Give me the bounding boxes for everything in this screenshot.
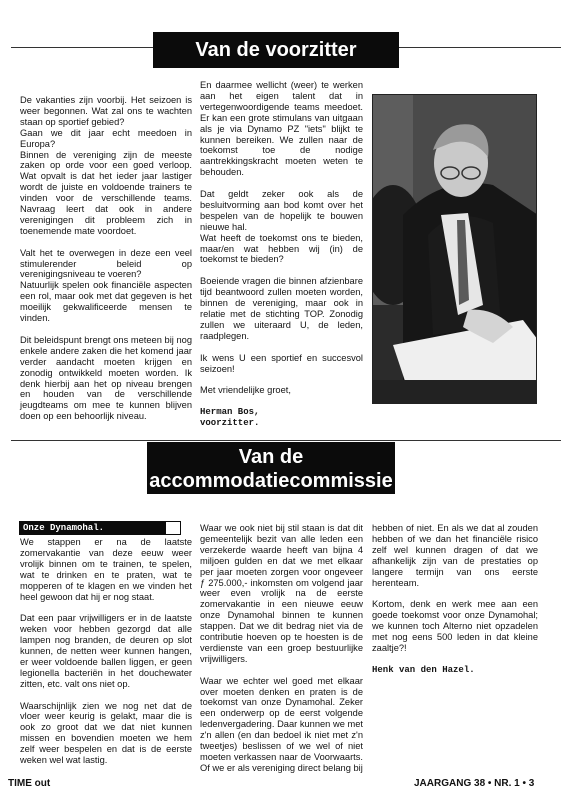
voorzitter-column-2 xyxy=(200,80,363,429)
subheading: Onze Dynamohal. xyxy=(20,522,180,534)
paragraph: Waar we echter wel goed met elkaar over moeten denken en praten is de toekomst van onze Dynamohal. Zeker een onderwerp op de eerst volgende ledenvergadering. Daar kunnen we met z'n allen (en dan bedoel ik niet met z'n tweetjes) beslissen of we wel of niet moeten verkassen naar de Voorwaarts. Of we er als vereniging direct belang bij xyxy=(200,675,363,773)
paragraph: De vakanties zijn voorbij. Het seizoen is weer begonnen. Wat zal ons te wachten staan op sportief gebied? Gaan we dit jaar echt meedoen in Europa? Binnen de vereniging zijn de meeste zaken op orde voor een goed verloop. Wat opvalt is dat het ieder jaar lastiger wordt de juiste en voldoende trainers te vinden voor de verschillende teams. Navraag leert dat ook in andere verenigingen dit probleem zich in toenemende mate voordoet. xyxy=(20,95,192,236)
paragraph: En daarmee wellicht (weer) te werken aan het eigen talent dat in vertegenwoordigende teams meedoet. Er kan een grote stimulans van uitgaan als je via Dynamo PZ "iets" blijkt te kunnen bereiken. We zullen naar de toekomst toe de nodige aantrekkingskracht moeten weten te behouden. xyxy=(200,80,363,178)
signature: Henk van den Hazel. xyxy=(372,664,475,675)
title-line-2: accommodatiecommissie xyxy=(149,470,393,492)
paragraph: Waarschijnlijk zien we nog net dat de vloer weer keurig is gelakt, maar die is ook zo groot dat we dat niet kunnen missen en bovendien moeten we hem zelf weer bespelen en dat is de eerste weken wel wat lastig. xyxy=(20,700,192,766)
paragraph: We stappen er na de laatste zomervakantie van deze eeuw weer vrolijk binnen om te trainen, te spelen, wat te drinken en te praten, wat te mopperen of te klagen en we vinden het heel gewoon dat hij er nog staat. xyxy=(20,537,192,602)
paragraph: Dit beleidspunt brengt ons meteen bij nog enkele andere zaken die het komend jaar verder aandacht moeten krijgen en zonodig ontwikkeld moeten worden. Ik denk hierbij aan het op niveau brengen en houden van de verschillende jeugdteams om mee te kunnen blijven doen op een behoorlijk niveau. xyxy=(20,334,192,422)
paragraph: Dat een paar vrijwilligers er in de laatste weken voor hebben gezorgd dat alle lampen nog branden, de deuren op slot kunnen, de netten weer kunnen hangen, er weer voldoende ballen liggen, er geen legionella bacteriën in het douchewater zitten, etc. valt ons niet op. xyxy=(20,613,192,689)
subheading-box xyxy=(20,522,180,536)
chairman-photo-image xyxy=(373,95,537,404)
title-line-1: Van de xyxy=(238,446,304,468)
middle-divider xyxy=(11,440,561,441)
paragraph: Dat geldt zeker ook als de besluitvorming aan bod komt over het bespelen van de hopelijk te bouwen nieuwe hal. Wat heeft de toekomst ons te bieden, maar/en wat hebben wij (in) de toekomst te bieden? xyxy=(200,189,363,265)
signature-name: Herman Bos, xyxy=(200,407,260,418)
chairman-photo xyxy=(372,94,537,404)
accommodatie-column-1 xyxy=(20,537,192,766)
section-title-accommodatie xyxy=(147,442,395,494)
paragraph: Boeiende vragen die binnen afzienbare tijd beantwoord zullen moeten worden, binnen de vereniging, maar ook in relatie met de stichting TOP. Zonodig zullen we uiteraard U, de leden, raadplegen. xyxy=(200,276,363,341)
footer-magazine-name: TIME out xyxy=(8,778,51,789)
section-title-voorzitter: Van de voorzitter xyxy=(153,32,399,68)
paragraph: Kortom, denk en werk mee aan een goede toekomst voor onze Dynamohal; we kunnen toch Alterno niet opzadelen met nog eens 500 leden in dat kleine zaaltje?! xyxy=(372,599,538,653)
accommodatie-column-2 xyxy=(200,523,363,774)
paragraph: Valt het te overwegen in deze een veel stimulerender beleid op verenigingsniveau te voeren? Natuurlijk spelen ook financiële aspecten een rol, maar ook met dat gegeven is het moeilijk gekwalificeerde mensen te vinden. xyxy=(20,247,192,324)
paragraph: Waar we ook niet bij stil staan is dat dit gemeentelijk bezit van alle leden een verzekerde waarde heeft van bijna 4 miljoen gulden en dat we met elkaar per jaar moeten zorgen voor ongeveer ƒ 275.000,- inkomsten om volgend jaar weer even vrolijk na de eerste zomervakantie in een nieuwe eeuw onze Dynamohal binnen te kunnen stappen. Dat we dit bedrag niet via de contributie hoeven op te hoesten is de verdienste van een groep bestuurlijke vrijwilligers. xyxy=(200,523,363,664)
accommodatie-column-3 xyxy=(372,523,538,676)
paragraph: Met vriendelijke groet, xyxy=(200,385,291,396)
voorzitter-column-1 xyxy=(20,95,192,422)
paragraph: hebben of niet. En als we dat al zouden hebben of we dan het financiële risico zelf wel kunnen dragen of dat we afhankelijk zijn van de prestaties op langere termijn van ons eerste herenteam. xyxy=(372,523,538,588)
paragraph: Ik wens U een sportief en succesvol seizoen! xyxy=(200,352,363,374)
signature-role: voorzitter. xyxy=(200,418,260,429)
footer-issue-info: JAARGANG 38 • NR. 1 • 3 xyxy=(414,778,535,789)
